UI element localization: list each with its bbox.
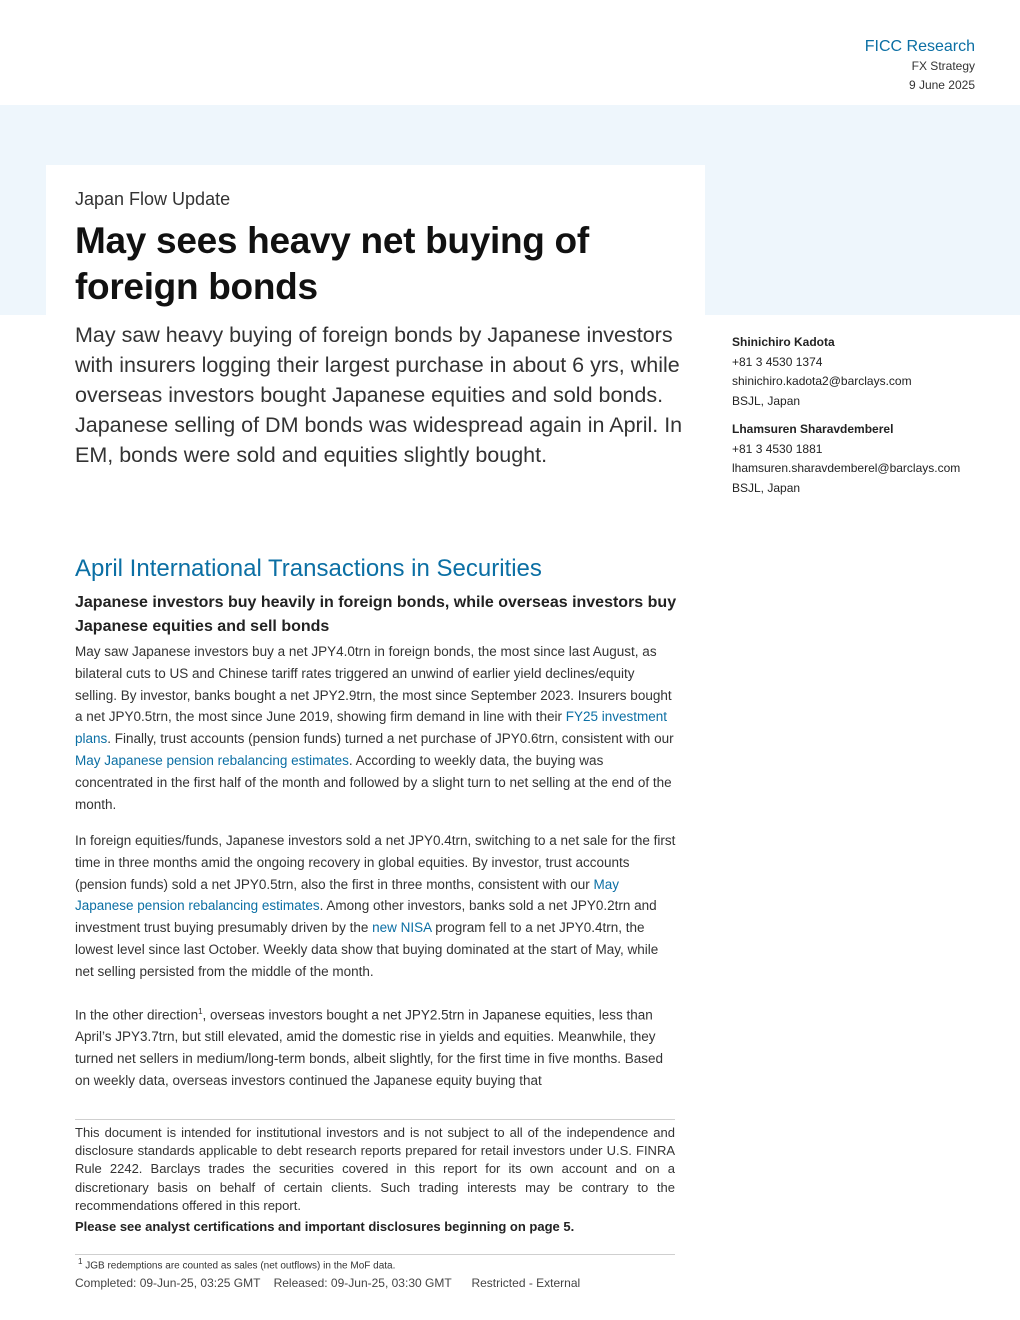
brand-label: FICC Research	[864, 38, 975, 55]
paragraph-foreign-equities	[75, 830, 680, 983]
report-header	[865, 37, 975, 95]
released-timestamp: Released: 09-Jun-25, 03:30 GMT	[273, 1276, 452, 1290]
footnote	[78, 1257, 395, 1271]
author-card	[732, 333, 992, 411]
classification-label: Restricted - External	[471, 1276, 581, 1290]
text-run: , overseas investors bought a net JPY2.5trn in Japanese equities, less than April’s JPY3.7trn, but still elevated, amid the domestic rise in yields and equities. Meanwhile, they turned net sellers in medium/long-term bonds, albeit slightly, for the first time in five months. Based on weekly data, overseas investors continued the Japanese equity buying that	[75, 1007, 664, 1088]
author-name: Shinichiro Kadota	[732, 335, 835, 349]
fy25-investment-plans-link[interactable]: FY25 investment plans	[75, 709, 668, 747]
author-email[interactable]: shinichiro.kadota2@barclays.com	[732, 374, 912, 388]
text-run: program fell to a net JPY0.4trn, the lowest level since last October. Weekly data show that buying dominated at the start of May, while net selling persisted from the middle of the month.	[75, 920, 659, 979]
divider	[75, 1254, 675, 1255]
paragraph-overseas-investors	[75, 1001, 680, 1092]
disclosure-note: Please see analyst certifications and important disclosures beginning on page 5.	[75, 1219, 575, 1234]
text-run: May saw Japanese investors buy a net JPY4.0trn in foreign bonds, the most since last August, as bilateral cuts to US and Chinese tariff rates triggered an unwind of earlier yield declines/equity selling. By investor, banks bought a net JPY2.9trn, the most since September 2023. Insurers bought a net JPY0.5trn, the most since June 2019, showing firm demand in line with their	[75, 644, 672, 725]
report-date: 9 June 2025	[908, 78, 975, 92]
text-run: . Among other investors, banks sold a net JPY0.2trn and investment trust buying presumably driven by the	[75, 898, 657, 936]
new-nisa-link[interactable]: new NISA	[372, 920, 432, 936]
report-kicker: Japan Flow Update	[75, 189, 231, 209]
text-run: In the other direction	[75, 1007, 199, 1023]
author-list	[732, 333, 992, 507]
footer-meta	[75, 1276, 580, 1290]
section-heading: April International Transactions in Securities	[75, 555, 542, 582]
author-email[interactable]: lhamsuren.sharavdemberel@barclays.com	[732, 461, 961, 475]
report-title: May sees heavy net buying of foreign bonds	[75, 220, 589, 307]
footnote-number: 1	[78, 1257, 83, 1266]
pension-rebalancing-link[interactable]: May Japanese pension rebalancing estimates	[75, 752, 349, 768]
team-label: FX Strategy	[911, 59, 975, 73]
author-card	[732, 420, 992, 498]
footnote-text: JGB redemptions are counted as sales (net outflows) in the MoF data.	[85, 1260, 396, 1272]
pension-rebalancing-link[interactable]: May Japanese pension rebalancing estimates	[75, 876, 620, 914]
disclaimer: This document is intended for institutional investors and is not subject to all of the independence and disclosure standards applicable to debt research reports prepared for retail investors under U.S. FINRA Rule 2242. Barclays trades the securities covered in this report for its own account and on a discretionary basis on behalf of certain clients. Such trading interests may be contrary to the recommendations offered in this report.	[75, 1125, 675, 1213]
text-run: . Finally, trust accounts (pension funds) turned a net purchase of JPY0.6trn, consistent with our	[107, 731, 674, 747]
completed-timestamp: Completed: 09-Jun-25, 03:25 GMT	[75, 1276, 261, 1290]
author-phone: +81 3 4530 1374	[732, 354, 823, 369]
author-name: Lhamsuren Sharavdemberel	[732, 422, 894, 436]
author-entity: BSJL, Japan	[732, 480, 801, 495]
author-entity: BSJL, Japan	[732, 393, 801, 408]
text-run: . According to weekly data, the buying was concentrated in the first half of the month and followed by a slight turn to net selling at the end of the month.	[75, 752, 672, 812]
report-lede: May saw heavy buying of foreign bonds by Japanese investors with insurers logging their largest purchase in about 6 yrs, while overseas investors bought Japanese equities and sold bonds. Japanese selling of DM bonds was widespread again in April. In EM, bonds were sold and equities slightly bought.	[75, 323, 683, 467]
author-phone: +81 3 4530 1881	[732, 441, 823, 456]
footnote-ref: 1	[198, 1007, 203, 1016]
text-run: In foreign equities/funds, Japanese investors sold a net JPY0.4trn, switching to a net sale for the first time in three months amid the ongoing recovery in global equities. By investor, trust accounts (pension funds) sold a net JPY0.5trn, also the first in three months, consistent with our	[75, 833, 676, 892]
divider	[75, 1119, 675, 1120]
paragraph-foreign-bonds	[75, 641, 680, 815]
section-subheading: Japanese investors buy heavily in foreign bonds, while overseas investors buy Japanese equities and sell bonds	[75, 594, 677, 635]
